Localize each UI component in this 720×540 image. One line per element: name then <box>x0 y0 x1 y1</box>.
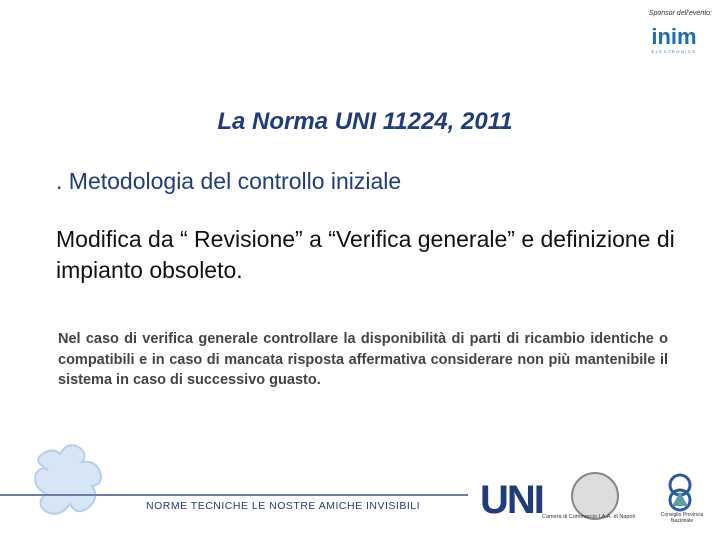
sponsor-label: Sponsor dell'evento: <box>648 10 712 17</box>
ordine-logo-text: Consiglio Provincia Nazionale <box>660 512 704 524</box>
footer-banner: NORME TECNICHE LE NOSTRE AMICHE INVISIBILI <box>146 500 421 512</box>
footer-line <box>0 494 468 496</box>
slide-title: La Norma UNI 11224, 2011 <box>217 108 513 135</box>
slide-subtitle: . Metodologia del controllo iniziale <box>56 168 402 194</box>
camera-logo-text: Camera di Commercio I.A.A. di Napoli <box>542 514 635 520</box>
footer-logos <box>468 466 720 540</box>
uni-logo: UNI <box>480 478 543 522</box>
camera-seal-icon <box>571 472 619 520</box>
puzzle-piece-icon <box>30 436 120 528</box>
ordine-logo-icon <box>658 472 702 512</box>
inim-logo <box>648 26 700 54</box>
inim-logo-word: inim <box>651 24 697 49</box>
inim-logo-sub: ELECTRONICS <box>651 49 697 54</box>
quoted-text: Nel caso di verifica generale controllare la disponibilità di parti di ricambio identiche o compatibili e in caso di mancata risposta affermativa considerare non più mantenibile il sistema in caso di successivo guasto. <box>58 331 668 388</box>
slide-paragraph: Modifica da “ Revisione” a “Verifica generale” e definizione di impianto obsoleto. <box>56 226 675 283</box>
